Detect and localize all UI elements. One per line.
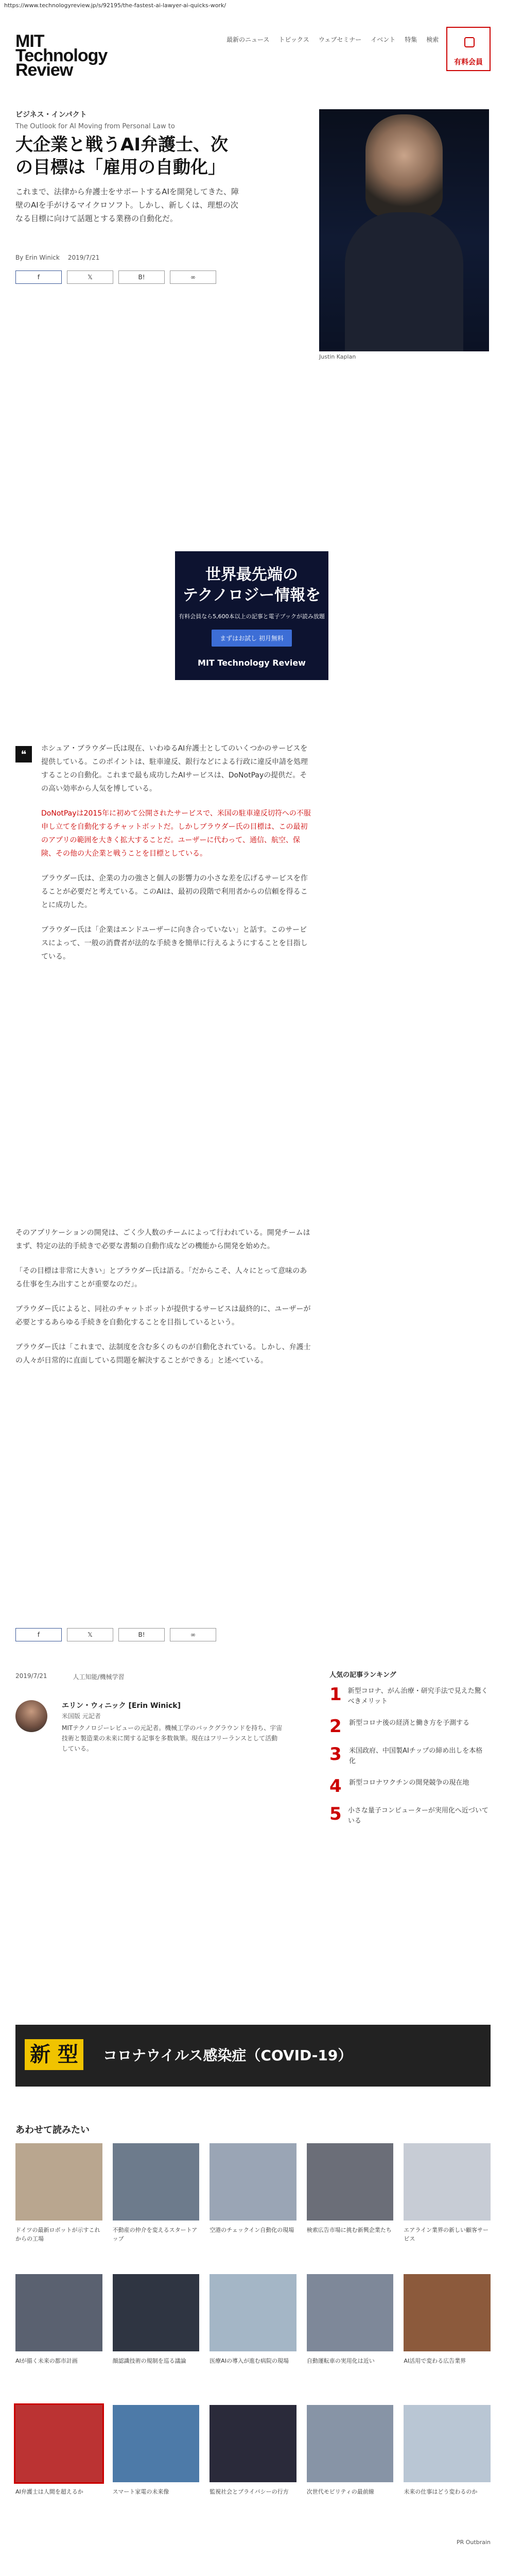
paragraph-link[interactable]: DoNotPayは2015年に初めて公開されたサービスで、米国の駐車違反切符への不服申し立てを自動化するチャットボットだ。しかしブラウダー氏の目標は、この最初のアプリの範囲を大きく拡大することだ。ユーザーに代わって、通信、航空、保険、その他の大企業と戦うことを目標としている。 bbox=[41, 809, 311, 858]
main-nav bbox=[226, 35, 439, 44]
related-caption: エアライン業界の新しい顧客サービス bbox=[404, 2227, 489, 2242]
related-thumb bbox=[404, 2143, 491, 2221]
related-item[interactable] bbox=[113, 2274, 200, 2387]
ranking-item[interactable] bbox=[329, 1776, 489, 1797]
related-thumb bbox=[15, 2274, 102, 2351]
rank-text: 新型コロナ、がん治療・研究手法で見えた驚くべきメリット bbox=[347, 1687, 488, 1705]
related-caption: AIが描く未来の都市計画 bbox=[15, 2358, 78, 2364]
paragraph: そのアプリケーションの開発は、ごく少人数のチームによって行われている。開発チームはまず、特定の法的手続きで必要な書類の自動作成などの機能から開発を始めた。 bbox=[15, 1229, 310, 1250]
article-lead: これまで、法律から弁護士をサポートするAIを開発してきた、障壁のAIを手がけるマイクロソフト。しかし、新しくは、理想の次なる目標に向けて話題とする業務の自動化だ。 bbox=[15, 187, 239, 223]
byline bbox=[15, 254, 242, 261]
related-caption: 次世代モビリティの最前線 bbox=[306, 2488, 374, 2495]
related-title: あわせて読みたい bbox=[15, 2125, 90, 2136]
nav-webinar[interactable]: ウェブセミナー bbox=[318, 36, 362, 43]
share-link-button[interactable]: ∞ bbox=[170, 1628, 216, 1641]
speaker-body bbox=[345, 212, 463, 351]
rank-number: 1 bbox=[329, 1684, 342, 1705]
share-facebook-button[interactable]: f bbox=[15, 1628, 62, 1641]
avatar bbox=[15, 1700, 47, 1732]
article-meta bbox=[15, 1672, 125, 1681]
paragraph: ブラウダー氏によると、同社のチャットボットが提供するサービスは最終的に、ユーザーが必要とするあらゆる手続きを自動化することを目指しているという。 bbox=[15, 1305, 311, 1327]
ad-brand: MIT Technology Review bbox=[198, 658, 306, 668]
related-item[interactable] bbox=[113, 2405, 200, 2518]
related-thumb bbox=[113, 2143, 200, 2221]
ranking-item[interactable] bbox=[329, 1746, 489, 1767]
nav-topics[interactable]: トピックス bbox=[278, 36, 309, 43]
share-hatena-button[interactable]: B! bbox=[118, 270, 165, 284]
publish-date: 2019/7/21 bbox=[67, 254, 100, 261]
ranking-item[interactable] bbox=[329, 1806, 489, 1826]
article-title: 大企業と戦うAI弁護士、次の目標は「雇用の自動化」 bbox=[15, 134, 228, 178]
related-item[interactable] bbox=[307, 2405, 394, 2518]
related-caption: 医療AIの導入が進む病院の現場 bbox=[210, 2358, 289, 2364]
related-caption: ドイツの最新ロボットが示すこれからの工場 bbox=[15, 2227, 100, 2242]
related-thumb bbox=[307, 2274, 394, 2351]
subscription-ad[interactable] bbox=[175, 551, 328, 680]
related-caption: 空港のチェックイン自動化の現場 bbox=[210, 2227, 294, 2233]
site-header bbox=[15, 27, 491, 89]
subscribe-button[interactable] bbox=[446, 27, 491, 71]
ad-description: 有料会員なら5,600本以上の記事と電子ブックが読み放題 bbox=[179, 613, 325, 620]
url-bar[interactable]: https://www.technologyreview.jp/s/92195/the-fastest-ai-lawyer-ai-quicks-work/ bbox=[0, 0, 506, 11]
footer-date: 2019/7/21 bbox=[15, 1672, 47, 1680]
rank-number: 3 bbox=[329, 1744, 342, 1765]
ad-headline-2: テクノロジー情報を bbox=[182, 586, 321, 604]
related-thumb bbox=[210, 2143, 296, 2221]
related-item[interactable] bbox=[307, 2143, 394, 2257]
related-item[interactable] bbox=[210, 2405, 296, 2518]
nav-events[interactable]: イベント bbox=[371, 36, 396, 43]
related-item[interactable] bbox=[404, 2274, 491, 2387]
related-item[interactable] bbox=[15, 2143, 102, 2257]
related-item[interactable] bbox=[404, 2143, 491, 2257]
related-thumb bbox=[210, 2405, 296, 2482]
related-caption: 検索広告市場に挑む新興企業たち bbox=[306, 2227, 392, 2233]
related-caption: 自動運転車の実用化は近い bbox=[306, 2358, 375, 2364]
nav-special[interactable]: 特集 bbox=[405, 36, 417, 43]
paragraph: ホシュア・ブラウダー氏は現在、いわゆるAI弁護士としてのいくつかのサービスを提供している。このポイントは、駐車違反、銀行などによる行政に違反申請を処理することの自動化。これまで最も成功したAIサービスは、DoNotPayの提供だ。その高い効率から人気を博している。 bbox=[41, 744, 308, 793]
share-x-button[interactable]: 𝕏 bbox=[67, 1628, 113, 1641]
share-bar-bottom bbox=[15, 1628, 216, 1641]
share-x-button[interactable]: 𝕏 bbox=[67, 270, 113, 284]
english-title: The Outlook for AI Moving from Personal Law to bbox=[15, 123, 175, 130]
related-thumb bbox=[210, 2274, 296, 2351]
related-item[interactable] bbox=[404, 2405, 491, 2518]
image-caption: Justin Kaplan bbox=[319, 353, 356, 360]
related-caption: AI活用で変わる広告業界 bbox=[404, 2358, 466, 2364]
related-caption: 顔認識技術の規制を巡る議論 bbox=[112, 2358, 186, 2364]
related-caption: 監視社会とプライバシーの行方 bbox=[210, 2488, 289, 2495]
related-caption: スマート家電の未来像 bbox=[112, 2488, 169, 2495]
related-thumb bbox=[15, 2143, 102, 2221]
rank-number: 2 bbox=[329, 1716, 342, 1737]
related-thumb bbox=[404, 2274, 491, 2351]
covid-text: コロナウイルス感染症（COVID-19） bbox=[103, 2047, 353, 2064]
share-hatena-button[interactable]: B! bbox=[118, 1628, 165, 1641]
related-caption: 不動産の仲介を変えるスタートアップ bbox=[112, 2227, 198, 2242]
nav-search[interactable]: 検索 bbox=[426, 36, 439, 43]
ranking-list bbox=[329, 1669, 489, 1838]
related-thumb bbox=[307, 2405, 394, 2482]
topic-tag[interactable]: 人工知能/機械学習 bbox=[73, 1673, 125, 1681]
rank-text: 小さな量子コンピューターが実用化へ近づいている bbox=[347, 1807, 488, 1825]
author-role: 米国版 元記者 bbox=[62, 1713, 101, 1720]
paragraph: ブラウダー氏は、企業の力の強さと個人の影響力の小さな差を広げるサービスを作ることが必要だと考えている。このAIは、最初の段階で利用者からの信頼を得ることに成功した。 bbox=[41, 874, 308, 909]
nav-latest[interactable]: 最新のニュース bbox=[226, 36, 270, 43]
rank-text: 新型コロナ後の経済と働き方を予測する bbox=[349, 1719, 470, 1727]
rank-text: 新型コロナワクチンの開発競争の現在地 bbox=[349, 1779, 469, 1787]
ad-cta-button[interactable]: まずはお試し 初月無料 bbox=[212, 630, 292, 647]
share-bar-top bbox=[15, 270, 242, 284]
ranking-item[interactable] bbox=[329, 1686, 489, 1707]
article-header bbox=[15, 109, 242, 284]
paragraph: ブラウダー氏は「企業はエンドユーザーに向き合っていない」と話す。このサービスによって、一般の消費者が法的な手続きを簡単に行えるようにすることを目指している。 bbox=[41, 926, 308, 961]
related-thumb bbox=[307, 2143, 394, 2221]
related-item[interactable] bbox=[113, 2143, 200, 2257]
related-grid bbox=[15, 2143, 491, 2518]
related-caption: 未来の仕事はどう変わるのか bbox=[404, 2488, 478, 2495]
speaker-head bbox=[365, 114, 443, 217]
site-logo[interactable]: MIT Technology Review bbox=[15, 31, 108, 80]
ranking-item[interactable] bbox=[329, 1718, 489, 1735]
rank-number: 5 bbox=[329, 1804, 342, 1824]
related-item[interactable] bbox=[210, 2143, 296, 2257]
paragraph: 「その目標は非常に大きい」とブラウダー氏は語る。「だからこそ、人々にとって意味のある仕事を生み出すことが重要なのだ」。 bbox=[15, 1267, 307, 1289]
share-link-button[interactable]: ∞ bbox=[170, 270, 216, 284]
paragraph: ブラウダー氏は「これまで、法制度を含む多くのものが自動化されている。しかし、弁護士の人々が日常的に直面している問題を解決することができる」と述べている。 bbox=[15, 1343, 311, 1365]
member-icon bbox=[464, 37, 475, 47]
article-body-1 bbox=[41, 742, 314, 975]
related-thumb bbox=[15, 2405, 102, 2482]
covid-tag: 新 型 bbox=[25, 2039, 83, 2070]
hero-image bbox=[319, 109, 489, 351]
covid-banner[interactable] bbox=[15, 2025, 491, 2087]
related-caption: AI弁護士は人間を超えるか bbox=[15, 2488, 83, 2495]
related-thumb bbox=[113, 2405, 200, 2482]
section-tag[interactable]: ビジネス・インパクト bbox=[15, 111, 87, 119]
related-item[interactable] bbox=[15, 2274, 102, 2387]
author-link[interactable]: By Erin Winick bbox=[15, 254, 60, 261]
ranking-title: 人気の記事ランキング bbox=[329, 1671, 396, 1679]
subscribe-label: 有料会員 bbox=[454, 58, 483, 66]
related-item[interactable] bbox=[210, 2274, 296, 2387]
author-bio: MITテクノロジーレビューの元記者。機械工学のバックグラウンドを持ち、宇宙技術と製造業の未来に関する記事を多数執筆。現在はフリーランスとして活動している。 bbox=[62, 1724, 283, 1752]
article-body-2 bbox=[15, 1226, 314, 1379]
outbrain-label[interactable]: PR Outbrain bbox=[457, 2539, 491, 2546]
author-name[interactable]: エリン・ウィニック [Erin Winick] bbox=[62, 1702, 181, 1710]
related-item[interactable] bbox=[15, 2405, 102, 2518]
rank-text: 米国政府、中国製AIチップの締め出しを本格化 bbox=[348, 1747, 483, 1765]
share-facebook-button[interactable]: f bbox=[15, 270, 62, 284]
quote-icon: ❝ bbox=[15, 746, 32, 762]
related-thumb bbox=[113, 2274, 200, 2351]
rank-number: 4 bbox=[329, 1776, 342, 1797]
related-item[interactable] bbox=[307, 2274, 394, 2387]
ad-headline-1: 世界最先端の bbox=[205, 566, 298, 584]
related-thumb bbox=[404, 2405, 491, 2482]
